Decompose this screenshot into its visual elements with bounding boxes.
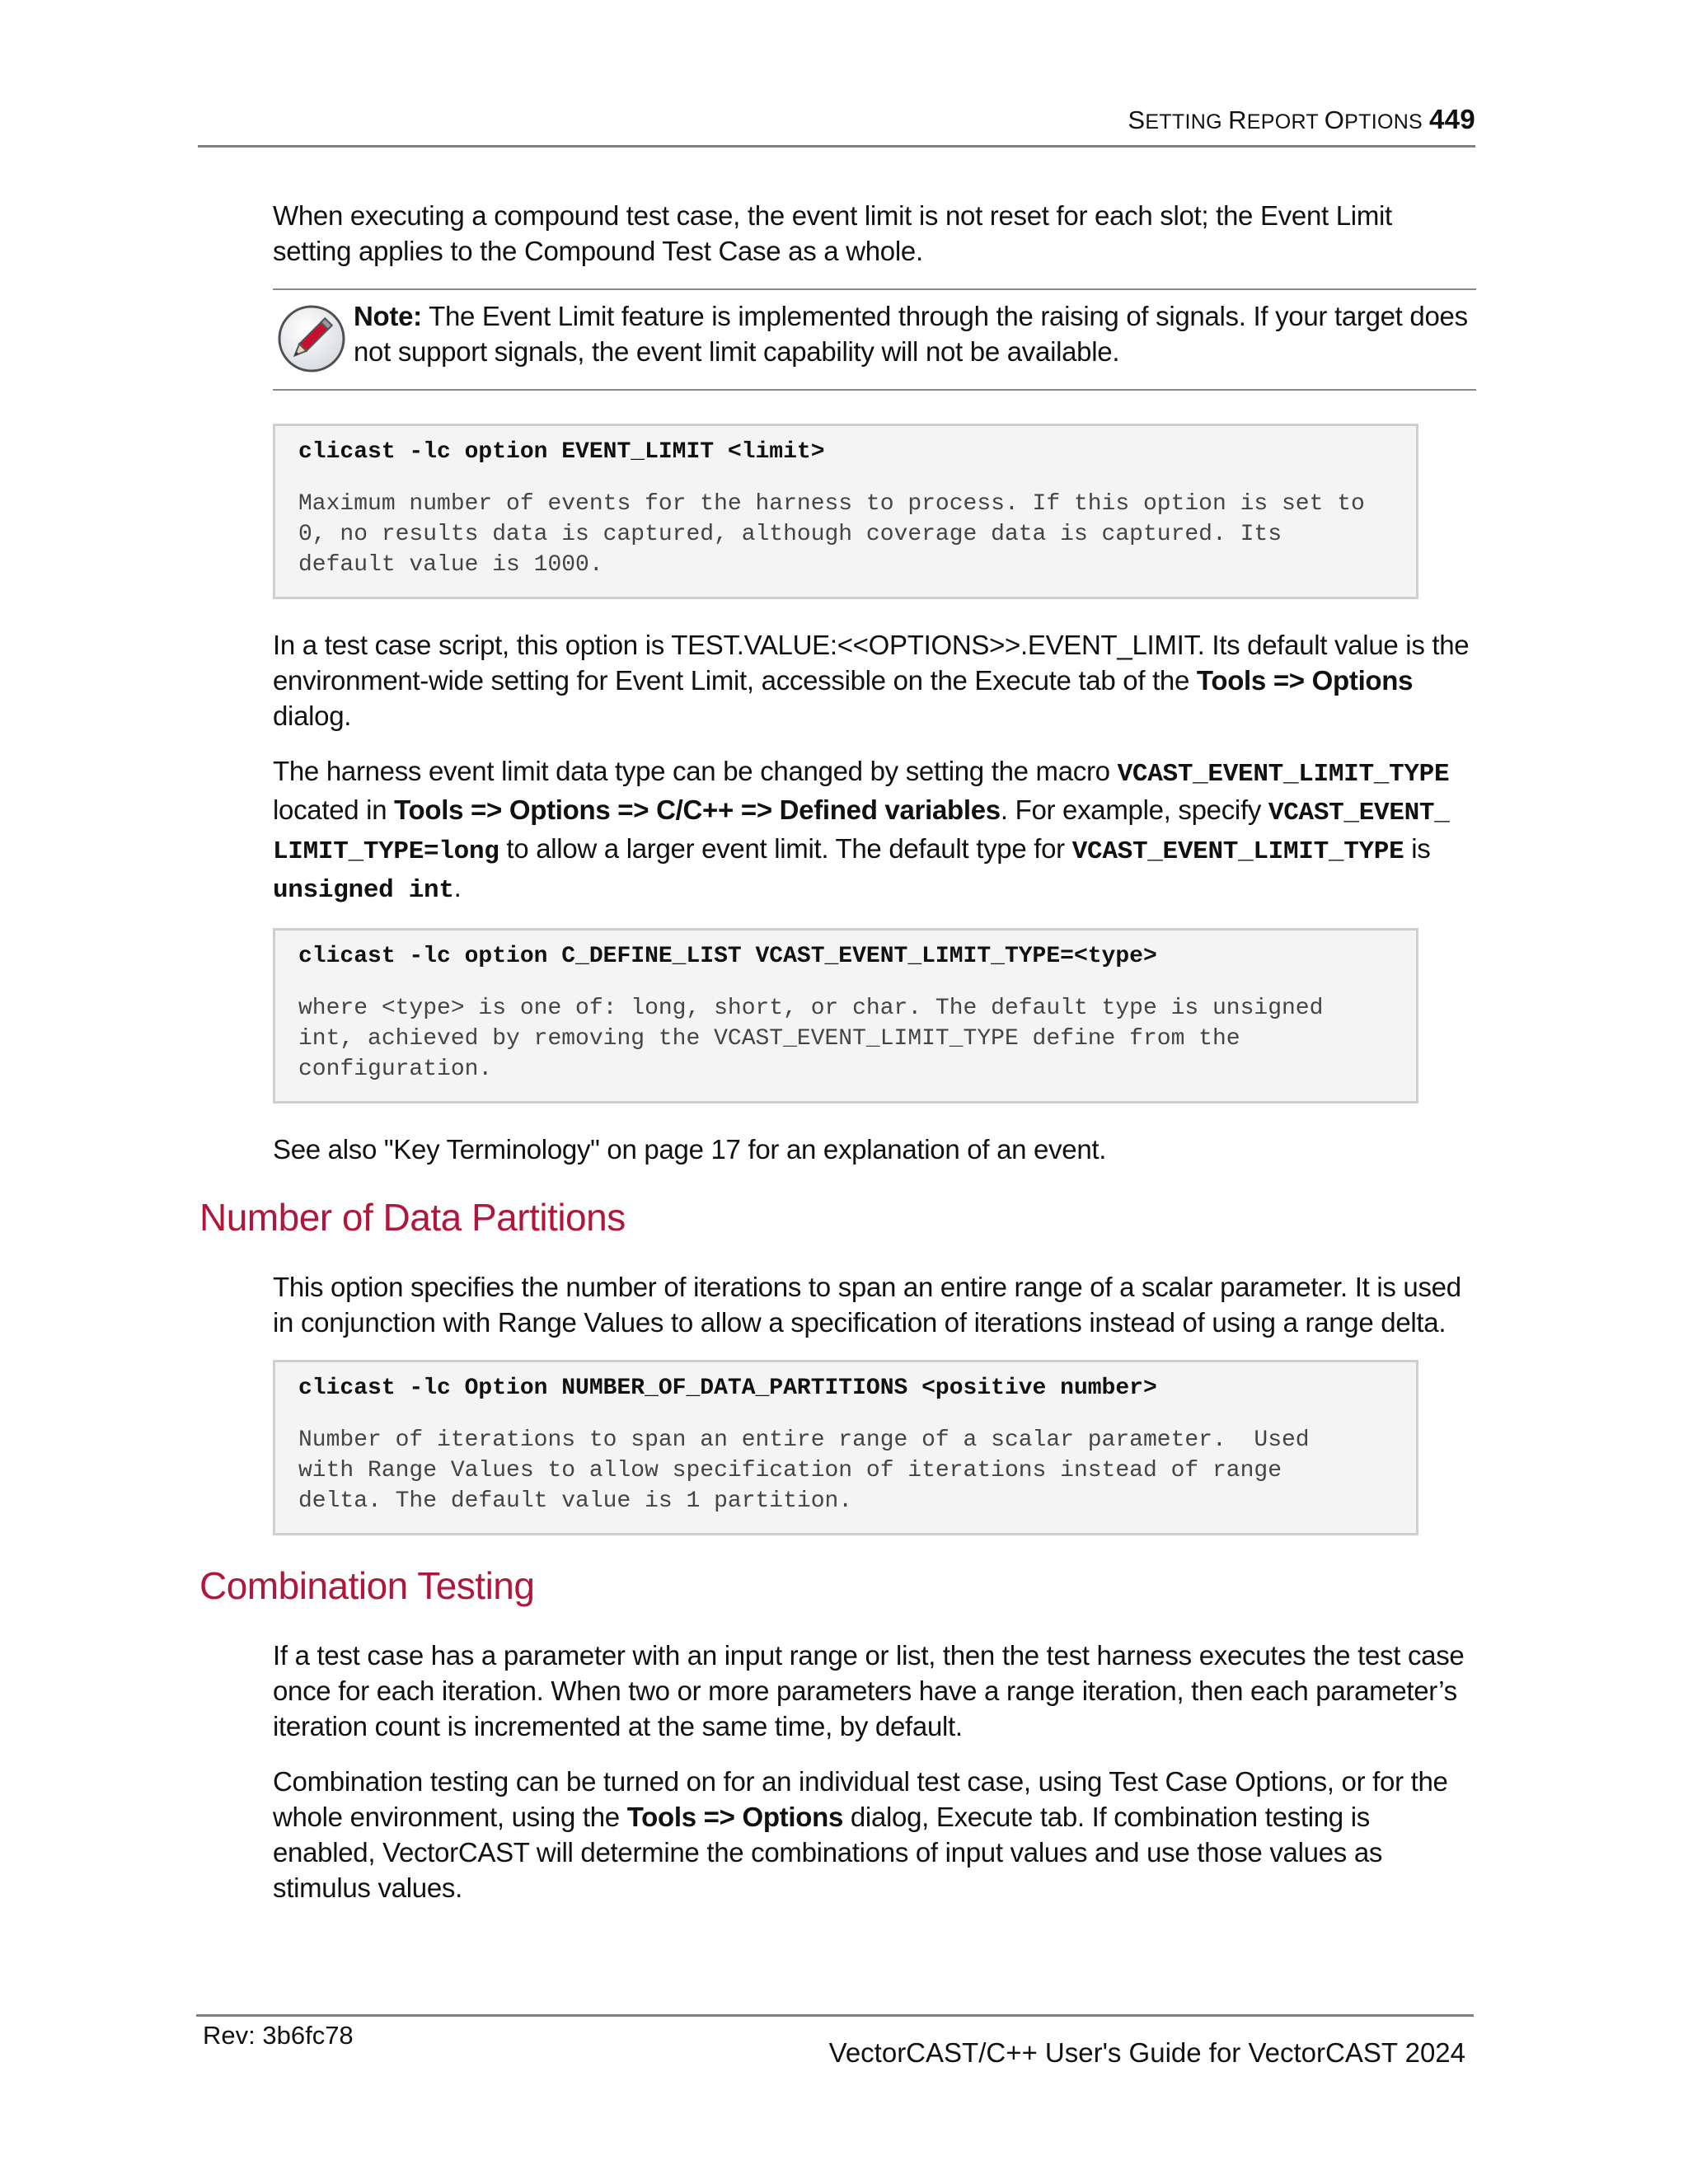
see-also-paragraph: See also "Key Terminology" on page 17 for an explanation of an event. <box>273 1134 1107 1165</box>
compound-paragraph: When executing a compound test case, the event limit is not reset for each slot; the Event Limit setting applies to the Compound Test Case as a whole. <box>273 200 1392 266</box>
code-command: clicast -lc Option NUMBER_OF_DATA_PARTITIONS <positive number> <box>298 1376 1157 1401</box>
macro-name: VCAST_EVENT_LIMIT_TYPE <box>1117 760 1450 789</box>
menu-path: Tools => Options => C/C++ => Defined variables <box>394 794 1001 825</box>
note-body: The Event Limit feature is implemented through the raising of signals. If your target does not support signals, the event limit capability will not be available. <box>354 301 1468 367</box>
note-text <box>354 298 1476 369</box>
page-content <box>199 198 1476 1925</box>
code-description: Maximum number of events for the harness to process. If this option is set to 0, no results data is captured, although coverage data is captured. Its default value is 1000. <box>298 491 1365 578</box>
macro-example: VCAST_EVENT_ LIMIT_TYPE=long <box>273 799 1450 866</box>
code-description: where <type> is one of: long, short, or char. The default type is unsigned int, achieved by removing the VCAST_EVENT_LIMIT_TYPE define from the configuration. <box>298 996 1324 1082</box>
code-command: clicast -lc option C_DEFINE_LIST VCAST_EVENT_LIMIT_TYPE=<type> <box>298 944 1157 969</box>
pencil-note-icon <box>276 303 347 374</box>
code-description: Number of iterations to span an entire range of a scalar parameter. Used with Range Values to allow specification of iterations instead of range delta. The default value is 1 partition. <box>298 1427 1310 1514</box>
default-type: unsigned int <box>273 876 454 905</box>
header-title: SETTING REPORT OPTIONS <box>1128 105 1423 134</box>
revision-label: Rev: 3b6fc78 <box>203 2021 354 2050</box>
code-command: clicast -lc option EVENT_LIMIT <limit> <box>298 439 825 465</box>
code-block-partitions <box>273 1360 1418 1535</box>
combination-paragraph-2: Combination testing can be turned on for an individual test case, using Test Case Options, or for the whole environment, using the Tools => Options dialog, Execute tab. If combination testing is enabled, VectorCAST will determine the combinations of input values and use those values as stimulus values. <box>273 1766 1448 1903</box>
script-paragraph: In a test case script, this option is TEST.VALUE:<<OPTIONS>>.EVENT_LIMIT. Its default value is the environment-wide setting for Event Limit, accessible on the Execute tab of the Tools => Options dialog. <box>273 630 1470 731</box>
partitions-paragraph: This option specifies the number of iterations to span an entire range of a scalar parameter. It is used in conjunction with Range Values to allow a specification of iterations instead of using a range delta. <box>273 1272 1461 1338</box>
menu-path: Tools => Options <box>626 1802 844 1832</box>
combination-paragraph-1: If a test case has a parameter with an input range or list, then the test harness executes the test case once for each iteration. When two or more parameters have a range iteration, then each parameter’s iteration count is incremented at the same time, by default. <box>273 1640 1465 1741</box>
header-rule <box>198 145 1475 148</box>
section-heading-partitions: Number of Data Partitions <box>199 1196 626 1239</box>
running-header <box>198 104 1475 135</box>
code-block-event-limit <box>273 424 1418 599</box>
footer-rule <box>196 2014 1474 2017</box>
macro-paragraph: The harness event limit data type can be changed by setting the macro VCAST_EVENT_LIMIT_TYPE located in Tools => Options => C/C++ => Defined variables. For example, specify VCAST_EVENT_ LIMIT_TYPE=long to allow a larger event limit. The default type for VCAST_EVENT_LIMIT_TYPE is unsigned int. <box>273 756 1450 905</box>
guide-title: VectorCAST/C++ User's Guide for VectorCAST 2024 <box>828 2037 1465 2068</box>
menu-path: Tools => Options <box>1196 665 1414 696</box>
section-heading-combination: Combination Testing <box>199 1564 535 1607</box>
code-block-define-list <box>273 928 1418 1104</box>
note-box <box>273 288 1476 391</box>
note-label: Note: <box>354 301 422 331</box>
macro-name: VCAST_EVENT_LIMIT_TYPE <box>1071 837 1404 866</box>
page-number: 449 <box>1429 104 1475 134</box>
